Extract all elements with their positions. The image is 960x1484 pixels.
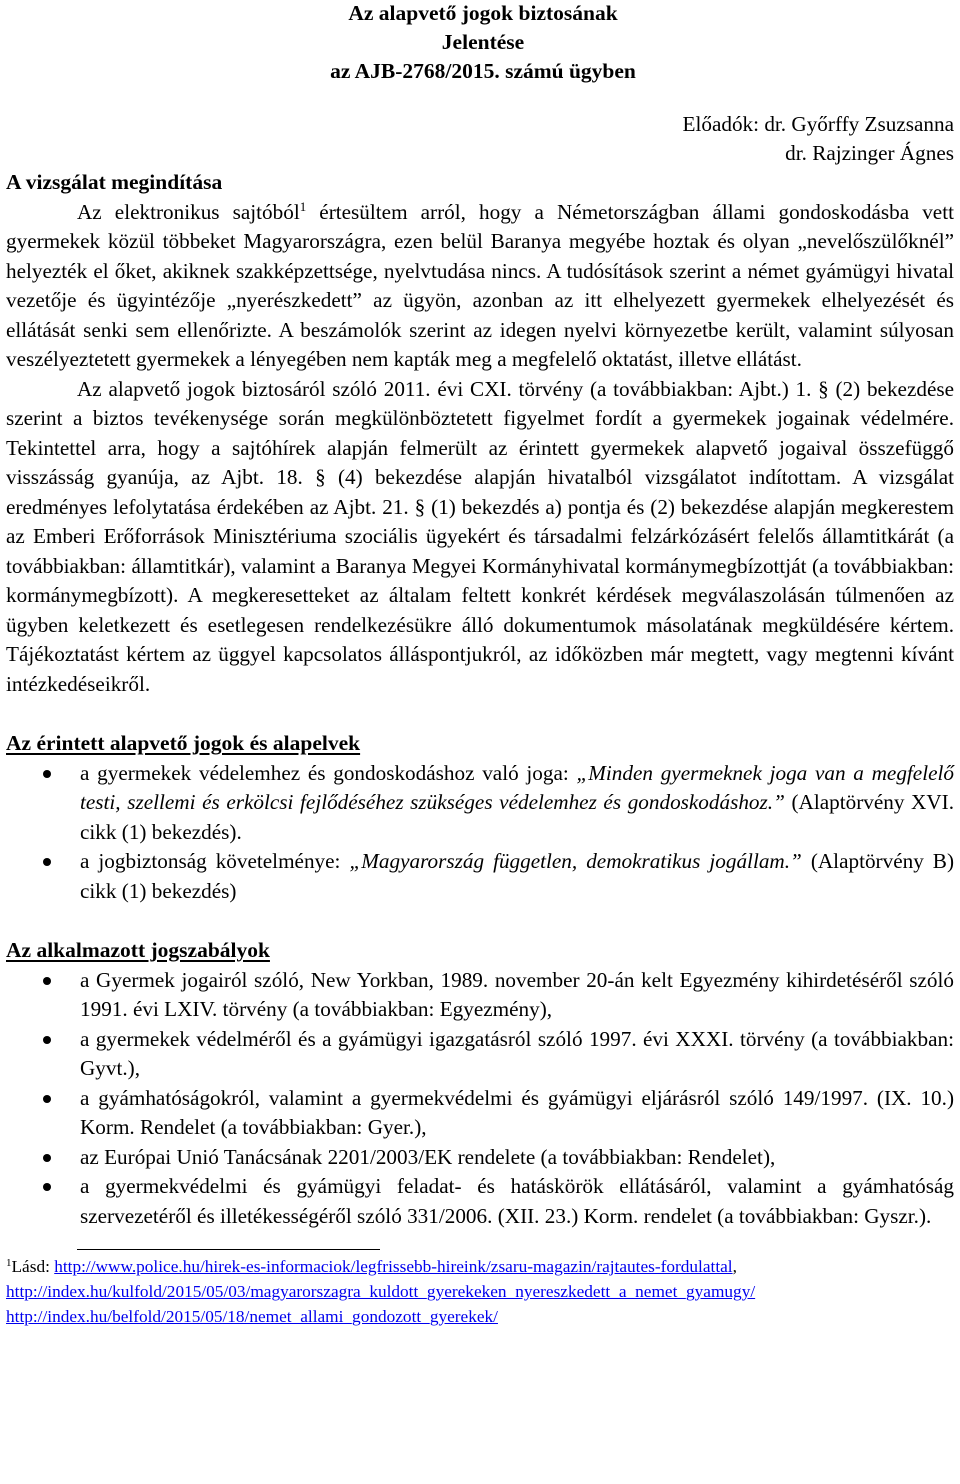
section-heading-investigation: A vizsgálat megindítása (6, 170, 223, 194)
footnote: $^1$Lásd: http://www.police.hu/hirek-es-informaciok/legfrissebb-hireink/zsaru-magazin/rajtautes-fordulattal, http://index.hu/kulfold/2015/05/03/magyarorszagra_kuldott_gyerekeken_nyereszkedett_a_nemet_gyamugy/ http://index.hu/belfold/2015/05/18/nemet_allami_gondozott_gyerekek/ (6, 1257, 756, 1326)
bullet-icon (43, 770, 51, 778)
list-item: a gyermekvédelmi és gyámügyi feladat- és hatáskörök ellátásáról, valamint a gyámhatóság szervezetéről és illetékességéről szóló 331/2006. (XII. 23.) Korm. rendelet (a továbbiakban: Gyszr.). (6, 1172, 954, 1231)
title-line-3: az AJB-2768/2015. számú ügyben (330, 59, 636, 83)
rights-list (6, 759, 954, 907)
footnote-label: Lásd: (11, 1257, 55, 1276)
bullet-icon (43, 1095, 51, 1103)
bullet-icon (43, 977, 51, 985)
title-line-2: Jelentése (441, 30, 525, 54)
bullet-icon (43, 1036, 51, 1044)
document-title (6, 0, 954, 86)
title-line-1: Az alapvető jogok biztosának (348, 1, 618, 25)
list-item: a Gyermek jogairól szóló, New Yorkban, 1989. november 20-án kelt Egyezmény kihirdetéséről szóló 1991. évi LXIV. törvény (a továbbiakban: Egyezmény), (6, 966, 954, 1025)
paragraph-intro (6, 198, 954, 375)
legislation-list (6, 966, 954, 1232)
paragraph-intro-start: Az elektronikus sajtóból (77, 199, 300, 224)
list-item: az Európai Unió Tanácsának 2201/2003/EK rendelete (a továbbiakban: Rendelet), (6, 1143, 954, 1173)
paragraph-procedure: Az alapvető jogok biztosáról szóló 2011. évi CXI. törvény (a továbbiakban: Ajbt.) 1. § (2) bekezdése szerint a biztos tevékenysége során megkülönböztetett figyelmet fordít a gyermekek jogainak védelmére. Tekintettel arra, hogy a sajtóhírek alapján felmerült az érintett gyermekek alapvető jogaival összefüggő visszásság gyanúja, az Ajbt. 18. § (4) bekezdése alapján hivatalból vizsgálatot indítottam. A vizsgálat eredményes lefolytatása érdekében az Ajbt. 21. § (1) bekezdés a) pontja és (2) bekezdése alapján megkerestem az Emberi Erőforrások Minisztériuma szociális ügyekért és társadalmi felzárkózásért felelős államtitkárát (a továbbiakban: államtitkár), valamint a Baranya Megyei Kormányhivatal kormánymegbízottját (a továbbiakban: kormánymegbízott). A megkeresetteket az általam feltett konkrét kérdések megválaszolásán túlmenően az ügyben keletkezett és esetlegesen rendelkezésükre álló dokumentumok másolatának megküldésére kértem. Tájékoztatást kértem az üggyel kapcsolatos álláspontjukról, az időközben már megtett, vagy megtenni kívánt intézkedéseikről. (6, 376, 954, 696)
document-page (6, 0, 954, 1329)
rapporteur-2: dr. Rajzinger Ágnes (785, 141, 954, 165)
list-item: a gyermekek védelemhez és gondoskodáshoz való joga: „Minden gyermeknek joga van a megfelelő testi, szellemi és erkölcsi fejlődéséhez szükséges védelemhez és gondoskodáshoz.” (Alaptörvény XVI. cikk (1) bekezdés). (6, 759, 954, 848)
footnote-link-police[interactable]: http://www.police.hu/hirek-es-informaciok/legfrissebb-hireink/zsaru-magazin/rajtautes-fordulattal (54, 1257, 733, 1276)
bullet-icon (43, 858, 51, 866)
list-item: a gyámhatóságokról, valamint a gyermekvédelmi és gyámügyi eljárásról szóló 149/1997. (IX. 10.) Korm. Rendelet (a továbbiakban: Gyer.), (6, 1084, 954, 1143)
footnote-link-index-kulfold[interactable]: http://index.hu/kulfold/2015/05/03/magyarorszagra_kuldott_gyerekeken_nyereszkedett_a_nemet_gyamugy/ (6, 1282, 756, 1301)
footnote-marker: 1 (6, 1257, 12, 1269)
list-item: a gyermekek védelméről és a gyámügyi igazgatásról szóló 1997. évi XXXI. törvény (a továbbiakban: Gyvt.), (6, 1025, 954, 1084)
rapporteur-1: Előadók: dr. Győrffy Zsuzsanna (682, 112, 954, 136)
bullet-icon (43, 1154, 51, 1162)
rapporteurs (6, 110, 954, 168)
list-item: a jogbiztonság követelménye: „Magyarország független, demokratikus jogállam.” (Alaptörvény B) cikk (1) bekezdés) (6, 847, 954, 906)
footnote-reference[interactable]: 1 (299, 198, 307, 214)
footnote-link-index-belfold[interactable]: http://index.hu/belfold/2015/05/18/nemet_allami_gondozott_gyerekek/ (6, 1307, 498, 1326)
section-heading-rights: Az érintett alapvető jogok és alapelvek (6, 731, 361, 755)
paragraph-intro-rest: értesültem arról, hogy a Németországban állami gondoskodásba vett gyermekek közül többeket Magyarországra, ezen belül Baranya megyébe hoztak és olyan „nevelőszülőknél” helyezték el őket, akiknek szakképzettsége, nyelvtudása nincs. A tudósítások szerint a német gyámügyi hivatal vezetője és ügyintézője „nyerészkedett” az ügyön, azonban az itt elhelyezett gyermekek elhelyezését és ellátását senki sem ellenőrizte. A beszámolók szerint az idegen nyelvi környezetbe került, valamint súlyosan veszélyeztetett gyermekek a lényegében nem kapták meg a megfelelő oktatást, illetve ellátást. (6, 199, 954, 371)
bullet-icon (43, 1183, 51, 1191)
section-heading-legislation: Az alkalmazott jogszabályok (6, 938, 270, 962)
